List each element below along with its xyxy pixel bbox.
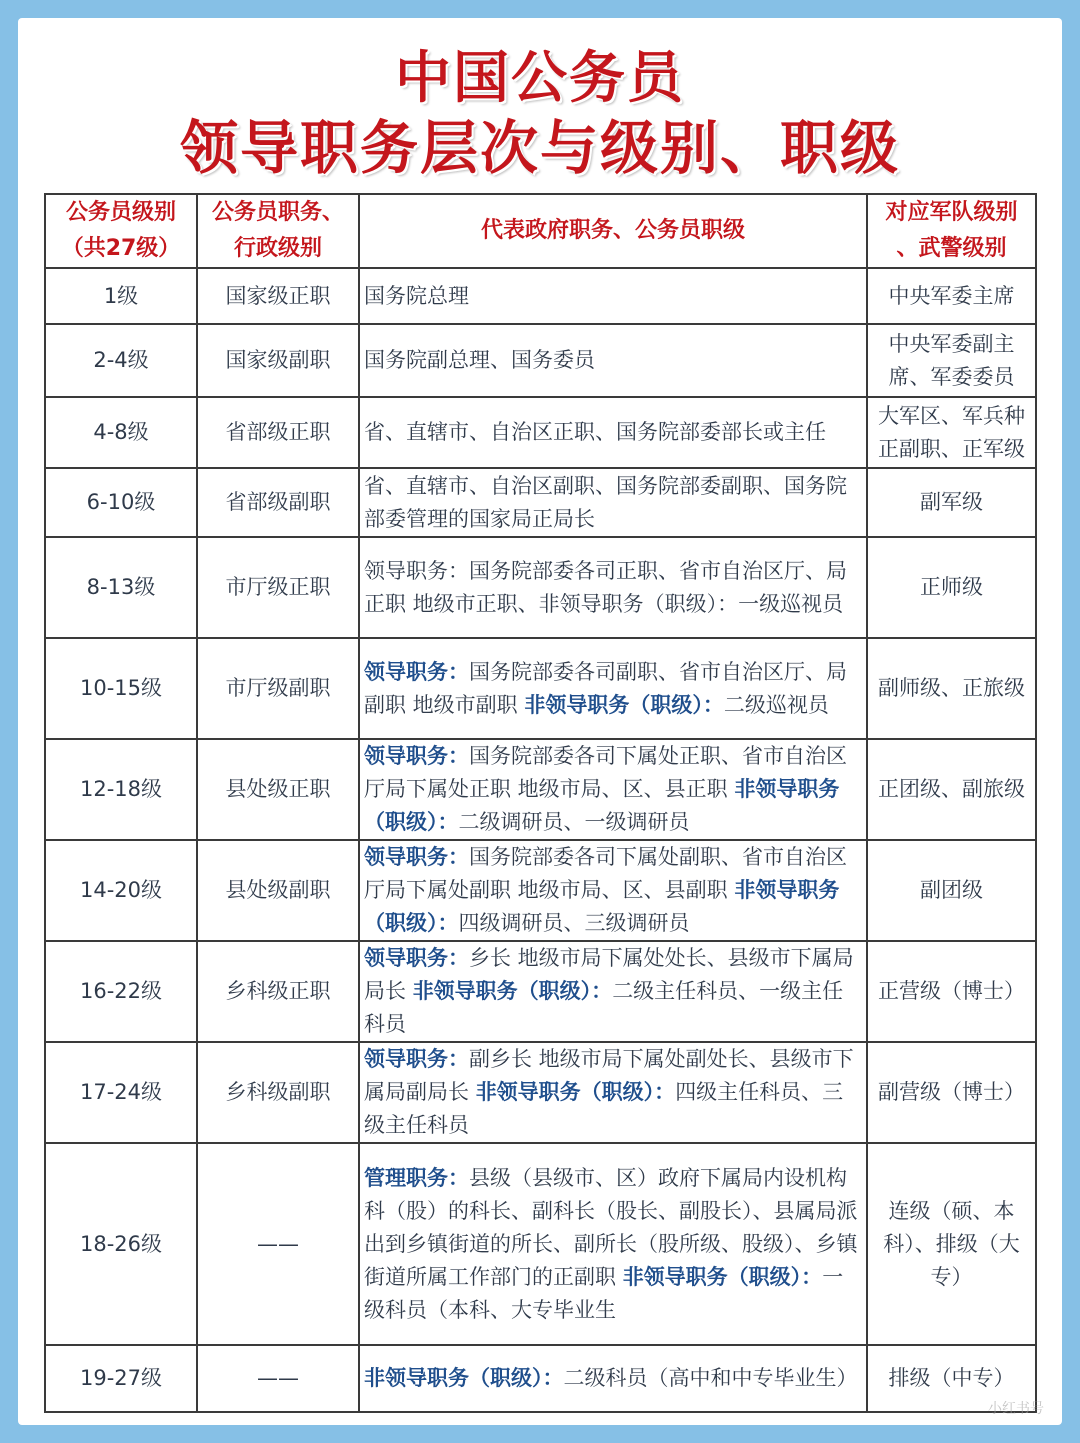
cell-positions <box>359 941 867 1042</box>
table-row <box>45 840 1036 941</box>
positions-text: 国务院副总理、国务委员 <box>364 348 595 372</box>
header-military <box>867 194 1036 268</box>
keyword-label: 非领导职务（职级）： <box>475 1080 676 1104</box>
cell-positions <box>359 1042 867 1143</box>
cell-level: 1级 <box>45 268 197 324</box>
cell-rank: 乡科级副职 <box>197 1042 359 1143</box>
cell-military: 大军区、军兵种正副职、正军级 <box>867 397 1036 468</box>
page-title-line1: 中国公务员 <box>395 46 685 111</box>
cell-level: 12-18级 <box>45 739 197 840</box>
cell-positions <box>359 638 867 739</box>
watermark: 小红书号 <box>988 1401 1044 1417</box>
cell-rank: 县处级正职 <box>197 739 359 840</box>
cell-military: 正团级、副旅级 <box>867 739 1036 840</box>
header-rank <box>197 194 359 268</box>
cell-level: 18-26级 <box>45 1143 197 1345</box>
positions-text: 二级主任科员、一级主任科员 <box>364 979 844 1036</box>
positions-text: 乡长 地级市局下属处处长、县级市下属局局长 <box>364 946 854 1003</box>
cell-level: 2-4级 <box>45 324 197 397</box>
cell-level: 6-10级 <box>45 468 197 537</box>
cell-military: 副团级 <box>867 840 1036 941</box>
positions-text: 二级调研员、一级调研员 <box>458 810 690 834</box>
table-row <box>45 941 1036 1042</box>
table-row <box>45 537 1036 638</box>
cell-military: 副军级 <box>867 468 1036 537</box>
header-level-line2: （共27级） <box>61 236 181 261</box>
cell-rank: 乡科级正职 <box>197 941 359 1042</box>
cell-positions <box>359 537 867 638</box>
keyword-label: 非领导职务（职级）： <box>364 878 840 935</box>
positions-text: 二级科员（高中和中专毕业生） <box>563 1366 858 1390</box>
cell-rank: 省部级副职 <box>197 468 359 537</box>
positions-text: 国务院部委各司下属处正职、省市自治区厅局下属处正职 地级市局、区、县正职 <box>364 744 847 801</box>
cell-positions <box>359 268 867 324</box>
cell-rank: 市厅级副职 <box>197 638 359 739</box>
keyword-label: 领导职务： <box>364 744 469 768</box>
table-row <box>45 397 1036 468</box>
cell-military: 中央军委副主席、军委委员 <box>867 324 1036 397</box>
positions-text: 一级科员（本科、大专毕业生 <box>364 1264 844 1322</box>
positions-text: 省、直辖市、自治区副职、国务院部委副职、国务院部委管理的国家局正局长 <box>364 473 847 531</box>
table-header-row <box>45 194 1036 268</box>
table-row <box>45 1042 1036 1143</box>
cell-positions <box>359 324 867 397</box>
positions-text: 领导职务：国务院部委各司正职、省市自治区厅、局正职 地级市正职、非领导职务（职级）：一级巡视员 <box>364 558 847 616</box>
positions-text: 省、直辖市、自治区正职、国务院部委部长或主任 <box>364 420 826 444</box>
keyword-label: 领导职务： <box>364 1047 469 1071</box>
cell-rank: —— <box>197 1143 359 1345</box>
cell-military: 正师级 <box>867 537 1036 638</box>
cell-level: 8-13级 <box>45 537 197 638</box>
table-row <box>45 1345 1036 1412</box>
header-level-line1: 公务员级别 <box>65 200 176 225</box>
positions-text: 副乡长 地级市局下属处副处长、县级市下属局副局长 <box>364 1047 854 1104</box>
positions-text: 四级主任科员、三级主任科员 <box>364 1080 844 1137</box>
positions-text: 县级（县级市、区）政府下属局内设机构科（股）的科长、副科长（股长、副股长）、县属局派出到乡镇街道的所长、副所长（股所级、股级）、乡镇街道所属工作部门的正副职 <box>364 1165 858 1289</box>
cell-positions <box>359 840 867 941</box>
positions-text: 四级调研员、三级调研员 <box>458 911 690 935</box>
cell-level: 10-15级 <box>45 638 197 739</box>
cell-military: 正营级（博士） <box>867 941 1036 1042</box>
cell-rank: —— <box>197 1345 359 1412</box>
cell-military: 排级（中专） <box>867 1345 1036 1412</box>
rank-table <box>44 193 1037 1413</box>
cell-military: 副营级（博士） <box>867 1042 1036 1143</box>
keyword-label: 非领导职务（职级）： <box>524 692 724 717</box>
page-title-line2: 领导职务层次与级别、职级 <box>179 114 900 182</box>
keyword-label: 领导职务： <box>364 659 469 684</box>
cell-rank: 国家级副职 <box>197 324 359 397</box>
positions-text: 国务院总理 <box>364 283 469 308</box>
table-row <box>45 1143 1036 1345</box>
keyword-label: 领导职务： <box>364 946 469 970</box>
cell-positions <box>359 397 867 468</box>
positions-text: 国务院部委各司下属处副职、省市自治区厅局下属处副职 地级市局、区、县副职 <box>364 845 847 902</box>
cell-positions <box>359 1143 867 1345</box>
header-rank-line2: 行政级别 <box>233 236 322 261</box>
table-row <box>45 468 1036 537</box>
cell-level: 4-8级 <box>45 397 197 468</box>
cell-positions <box>359 1345 867 1412</box>
cell-level: 14-20级 <box>45 840 197 941</box>
header-rank-line1: 公务员职务、 <box>211 200 344 225</box>
header-level <box>45 194 197 268</box>
cell-military: 中央军委主席 <box>867 268 1036 324</box>
keyword-label: 非领导职务（职级）： <box>364 1366 564 1390</box>
header-positions: 代表政府职务、公务员职级 <box>359 194 867 268</box>
keyword-label: 领导职务： <box>364 845 469 869</box>
keyword-label: 非领导职务（职级）： <box>412 979 613 1003</box>
keyword-label: 非领导职务（职级）： <box>622 1264 823 1289</box>
keyword-label: 管理职务： <box>364 1165 469 1190</box>
cell-rank: 市厅级正职 <box>197 537 359 638</box>
header-military-line1: 对应军队级别 <box>885 200 1018 225</box>
table-row <box>45 324 1036 397</box>
cell-military: 连级（硕、本科）、排级（大专） <box>867 1143 1036 1345</box>
table-row <box>45 268 1036 324</box>
cell-positions <box>359 468 867 537</box>
cell-rank: 县处级副职 <box>197 840 359 941</box>
table-row <box>45 739 1036 840</box>
positions-text: 国务院部委各司副职、省市自治区厅、局副职 地级市副职 <box>364 659 847 717</box>
table-row <box>45 638 1036 739</box>
cell-rank: 省部级正职 <box>197 397 359 468</box>
header-military-line2: 、武警级别 <box>896 236 1007 261</box>
cell-level: 17-24级 <box>45 1042 197 1143</box>
cell-level: 16-22级 <box>45 941 197 1042</box>
keyword-label: 非领导职务（职级）： <box>364 777 840 834</box>
cell-level: 19-27级 <box>45 1345 197 1412</box>
cell-rank: 国家级正职 <box>197 268 359 324</box>
cell-positions <box>359 739 867 840</box>
cell-military: 副师级、正旅级 <box>867 638 1036 739</box>
positions-text: 二级巡视员 <box>723 692 829 717</box>
